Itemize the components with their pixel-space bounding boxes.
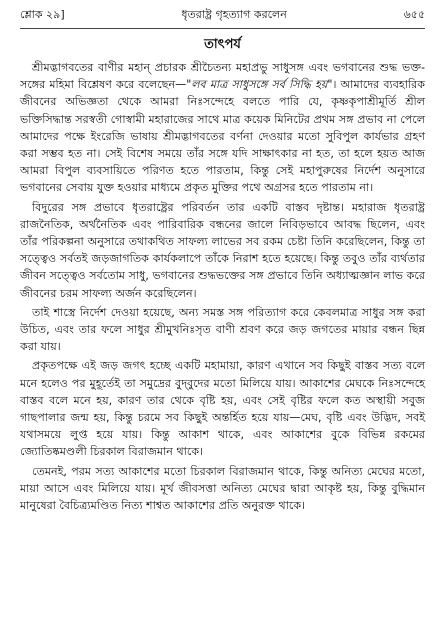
quote: "লব মাত্র সাধুসঙ্গে সর্ব সিদ্ধি হয়" xyxy=(186,78,333,92)
chapter-title: ধৃতরাষ্ট্র গৃহত্যাগ করলেন xyxy=(181,8,287,21)
page-number: ৬৫৫ xyxy=(403,8,425,21)
paragraph-1: শ্রীমদ্ভাগবতের বাণীর মহান্ প্রচারক শ্রীচৈতন্য মহাপ্রভু সাধুসঙ্গ এবং ভগবানের শুদ্ধ ভক্ত-সঙ্গের মহিমা বিশ্লেষণ করে বলেছেন—"লব মাত্র সাধুসঙ্গে সর্ব সিদ্ধি হয়"। আমাদের ব্যবহারিক জীবনের অভিজ্ঞতা থেকে আমরা নিঃসন্দেহে বলতে পারি যে, কৃষ্ণকৃপাশ্রীমূর্তি শ্রীল ভক্তিসিদ্ধান্ত সরস্বতী গোস্বামী মহারাজের সাথে মাত্র কয়েক মিনিটের প্রথম সঙ্গ প্রভাব না পেলে আমাদের পক্ষে ইংরেজি ভাষায় শ্রীমদ্ভাগবতের বর্ণনা দেওয়ার মতো সুবিপুল কার্যভার গ্রহণ করা সম্ভব হত না। সেই বিশেষ সময়ে তাঁর সঙ্গে যদি সাক্ষাৎকার না হত, তা হলে হয়ত আজ আমরা বিপুল ব্যবসায়িতে পরিণত হতে পারতাম, কিন্তু সেই মহাপুরুষের নির্দেশ অনুসারে ভগবানের সেবায় যুক্ত হওয়ার মাধ্যমে প্রকৃত মুক্তির পথে অগ্রসর হতে পারতাম না। xyxy=(20,61,425,195)
verse-reference: শ্লোক ২৯] xyxy=(20,8,65,21)
paragraph-2: বিদুরের সঙ্গ প্রভাবে ধৃতরাষ্ট্রের পরিবর্তন তার একটি বাস্তব দৃষ্টান্ত। মহারাজ ধৃতরাষ্ট্র রাজনৈতিক, অর্থনৈতিক এবং পারিবারিক বন্ধনের জালে নিবিড়ভাবে আবদ্ধ ছিলেন, এবং তাঁর পরিকল্পনা অনুসারে তথাকথিত সাফল্য লাভের সব রকম চেষ্টা তিনি করেছিলেন, কিন্তু তা সত্ত্বেও সর্বতই জড়জাগতিক কার্যকলাপে তাঁকে নিরাশ হতে হয়েছে। কিন্তু তবুও তাঁর ব্যর্থতার জীবন সত্ত্বেও সর্বতোম সাধু, ভগবানের শুদ্ধভক্তের সঙ্গ প্রভাবে তিনি অধ্যাত্মজ্ঞান লাভ করে জীবনের চরম সাফল্য অর্জন করেছিলেন। xyxy=(20,200,425,300)
paragraph-5: তেমনই, পরম সত্য আকাশের মতো চিরকাল বিরাজমান থাকে, কিন্তু অনিত্য মেঘের মতো, মায়া আসে এবং মিলিয়ে যায়। মূর্খ জীবসত্তা অনিত্য মেঘের দ্বারা আকৃষ্ট হয়, কিন্তু বুদ্ধিমান মানুষেরা বৈচিত্র্যমণ্ডিত নিত্য শাশ্বত আকাশের প্রতি অনুরক্ত থাকে। xyxy=(20,464,425,513)
paragraph-4: প্রকৃতপক্ষে এই জড় জগৎ হচ্ছে একটি মহামায়া, কারণ এখানে সব কিছুই বাস্তব সত্য বলে মনে হলেও পর মুহূর্তেই তা সমুদ্রের বুদ্‌বুদের মতো মিলিয়ে যায়। আকাশের মেঘকে নিঃসন্দেহে বাস্তব বলে মনে হয়, কারণ তার থেকে বৃষ্টি হয়, এবং সেই বৃষ্টির ফলে কত অস্থায়ী সবুজ গাছপালার জন্ম হয়, কিন্তু চরমে সব কিছুই অন্তর্হিত হয়ে যায়—মেঘ, বৃষ্টি এবং উদ্ভিদ, সবই যথাসময়ে লুপ্ত হয়ে যায়। কিন্তু আকাশ থাকে, এবং আকাশের বুকে বিভিন্ন রকমের জ্যোতিষ্কমণ্ডলী চিরকাল বিরাজমান থাকে। xyxy=(20,359,425,459)
paragraph-3: তাই শাস্ত্রে নির্দেশ দেওয়া হয়েছে, অন্য সমস্ত সঙ্গ পরিত্যাগ করে কেবলমাত্র সাধুর সঙ্গ করা উচিত, এবং তার ফলে সাধুর শ্রীমুখনিঃসৃত বাণী শ্রবণ করে জড় জগতের মায়ার বন্ধন ছিন্ন করা যায়। xyxy=(20,305,425,354)
running-header xyxy=(20,6,425,29)
purport-heading: তাৎপর্য xyxy=(204,37,241,52)
